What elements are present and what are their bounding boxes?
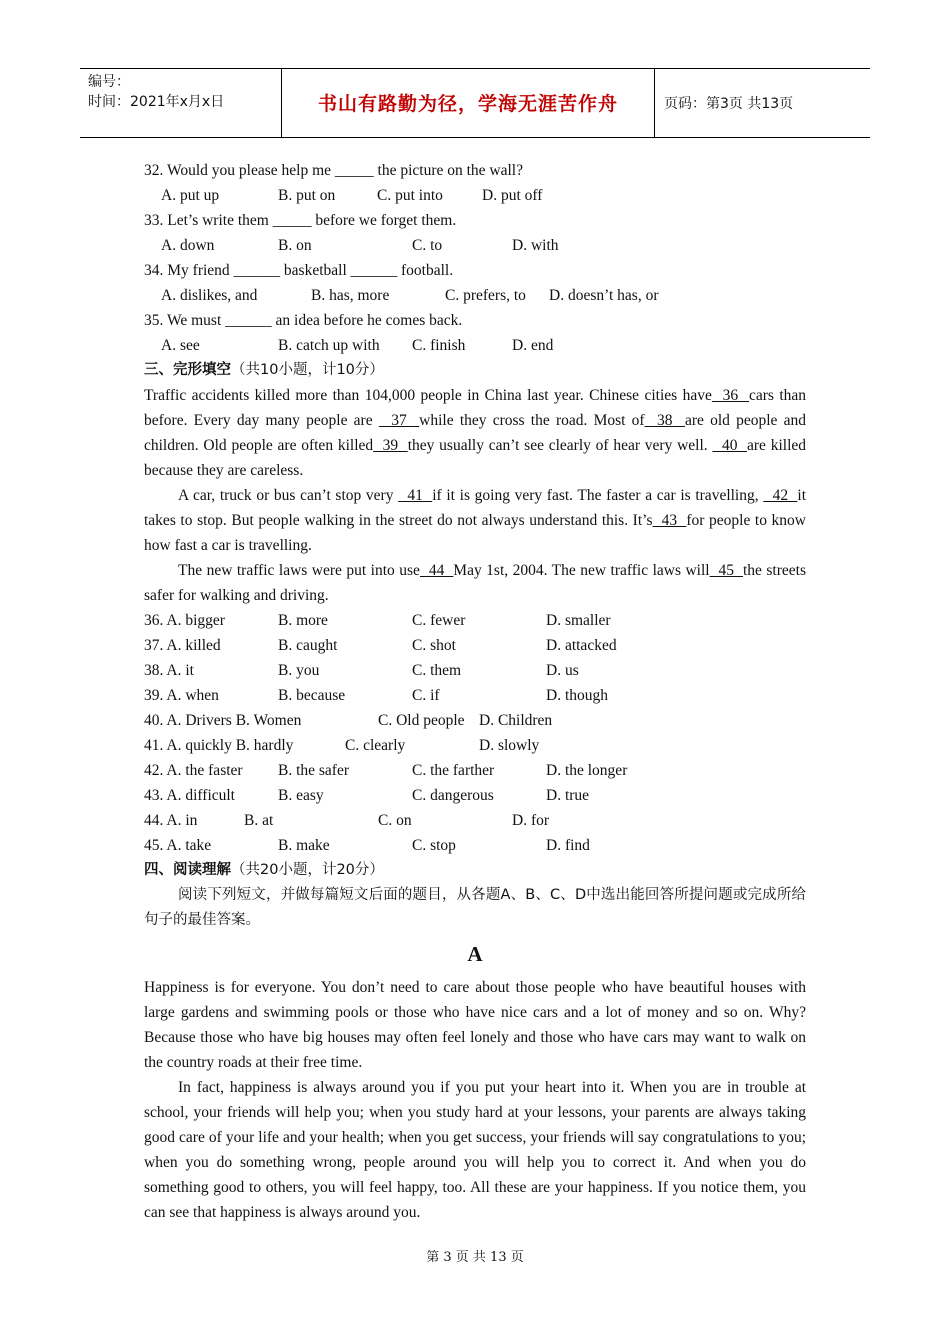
- option: B. because: [278, 687, 346, 704]
- choice-row: [144, 608, 806, 633]
- cloze-text: they usually can’t see clearly of hear very well.: [407, 437, 713, 454]
- cloze-paragraph-3: [144, 558, 806, 608]
- cloze-text: if it is going very fast. The faster a car is travelling,: [432, 487, 764, 504]
- option: A. put up: [161, 187, 220, 204]
- section-3-note: （共10小题，计10分）: [231, 362, 384, 378]
- number-label: 编号：: [88, 74, 130, 90]
- cloze-paragraph-2: [144, 483, 806, 558]
- option: D. slowly: [479, 737, 540, 754]
- option: 42. A. the faster: [144, 762, 243, 779]
- question-stem: 33. Let’s write them _____ before we forget them.: [144, 212, 457, 229]
- passage-paragraph-2: In fact, happiness is always around you if you put your heart into it. When you are in trouble at school, your friends will help you; when you study hard at your lessons, your parents are always taking good care of your life and your health; when you get success, your friends will say congratulations to you; when you do something wrong, people around you will help you to correct it. And when you do something good to others, you will feel happy, too. All these are your happiness. If you notice them, you can see that happiness is always around you.: [144, 1079, 806, 1221]
- option: B. at: [244, 812, 274, 829]
- section-4-note: （共20小题，计20分）: [231, 862, 384, 878]
- option: C. prefers, to: [445, 287, 526, 304]
- page-info: 页码：第3页 共13页: [664, 96, 794, 112]
- question-options: [144, 233, 806, 258]
- choice-row: [144, 783, 806, 808]
- header-motto: 书山有路勤为径，学海无涯苦作舟: [317, 93, 618, 115]
- option: 40. A. Drivers B. Women: [144, 712, 302, 729]
- option: D. with: [512, 237, 559, 254]
- section-3-title: [144, 358, 806, 383]
- question-stem: 34. My friend ______ basketball ______ football.: [144, 262, 454, 279]
- page-footer: 第 3 页 共 13 页: [426, 1250, 524, 1265]
- choice-row: [144, 633, 806, 658]
- cloze-blank: 40: [712, 437, 748, 454]
- choice-row: [144, 758, 806, 783]
- section-4-title: [144, 858, 806, 883]
- option: 36. A. bigger: [144, 612, 225, 629]
- option: D. the longer: [546, 762, 628, 779]
- cloze-blank: 44: [419, 562, 454, 579]
- option: 45. A. take: [144, 837, 212, 854]
- cloze-text: A car, truck or bus can’t stop very: [178, 487, 399, 504]
- cloze-text: are old people and children. Old people are often killed: [144, 412, 807, 454]
- option: B. on: [278, 237, 312, 254]
- cloze-paragraph-1: [144, 383, 806, 483]
- page-header: [80, 68, 870, 138]
- option: D. put off: [482, 187, 543, 204]
- option: 44. A. in: [144, 812, 198, 829]
- questions-group-a: [144, 158, 806, 358]
- questions-group-b: [144, 608, 806, 858]
- option: C. clearly: [345, 737, 406, 754]
- choice-row: [144, 833, 806, 858]
- cloze-blank: 38: [644, 412, 685, 429]
- option: D. us: [546, 662, 579, 679]
- cloze-blank: 41: [398, 487, 433, 504]
- option: 38. A. it: [144, 662, 194, 679]
- question-options: [144, 283, 806, 308]
- choice-row: [144, 658, 806, 683]
- cloze-blank: 43: [652, 512, 687, 529]
- cloze-text: the streets safer for walking and driving.: [144, 562, 806, 604]
- option: D. for: [512, 812, 550, 829]
- question-options: [144, 333, 806, 358]
- option: B. easy: [278, 787, 324, 804]
- cloze-text: for people to know how fast a car is travelling.: [144, 512, 806, 554]
- option: D. end: [512, 337, 554, 354]
- option: B. catch up with: [278, 337, 380, 354]
- option: D. though: [546, 687, 608, 704]
- cloze-text: Traffic accidents killed more than 104,000 people in China last year. Chinese cities have: [144, 387, 712, 404]
- cloze-blank: 42: [763, 487, 798, 504]
- cloze-blank: 36: [711, 387, 749, 404]
- cloze-text: The new traffic laws were put into use: [178, 562, 420, 579]
- option: D. find: [546, 837, 590, 854]
- section-4-instruction: 阅读下列短文，并做每篇短文后面的题目，从各题A、B、C、D中选出能回答所提问题或完成所给句子的最佳答案。: [144, 887, 806, 928]
- option: D. doesn’t has, or: [549, 287, 659, 304]
- option: D. Children: [479, 712, 553, 729]
- option: C. on: [378, 812, 412, 829]
- cloze-text: May 1st, 2004. The new traffic laws will: [453, 562, 710, 579]
- choice-row: [144, 708, 806, 733]
- cloze-text: cars than before. Every day many people are: [144, 387, 807, 429]
- option: B. more: [278, 612, 328, 629]
- cloze-blank: 39: [373, 437, 408, 454]
- question-stem: 35. We must ______ an idea before he comes back.: [144, 312, 463, 329]
- time-label: 时间：2021年x月x日: [88, 94, 225, 110]
- question-options: [144, 183, 806, 208]
- option: B. make: [278, 837, 330, 854]
- section-4-heading: 四、阅读理解: [144, 862, 231, 878]
- option: 41. A. quickly B. hardly: [144, 737, 294, 754]
- option: D. attacked: [546, 637, 617, 654]
- option: C. dangerous: [412, 787, 494, 804]
- choice-row: [144, 733, 806, 758]
- option: C. the farther: [412, 762, 495, 779]
- option: C. fewer: [412, 612, 466, 629]
- option: B. caught: [278, 637, 338, 654]
- cloze-text: are killed because they are careless.: [144, 437, 807, 479]
- option: 43. A. difficult: [144, 787, 235, 804]
- page-content: [144, 158, 806, 1225]
- option: C. stop: [412, 837, 456, 854]
- cloze-blank: 37: [378, 412, 420, 429]
- option: A. down: [161, 237, 215, 254]
- option: C. Old people: [378, 712, 465, 729]
- option: B. you: [278, 662, 320, 679]
- cloze-text: it takes to stop. But people walking in the street do not always understand this. It’s: [144, 487, 807, 529]
- option: C. if: [412, 687, 440, 704]
- choice-row: [144, 808, 806, 833]
- cloze-blank: 45: [709, 562, 743, 579]
- option: C. shot: [412, 637, 456, 654]
- option: 39. A. when: [144, 687, 219, 704]
- option: B. has, more: [311, 287, 390, 304]
- passage-heading: A: [467, 942, 483, 966]
- option: A. see: [161, 337, 200, 354]
- section-3-heading: 三、完形填空: [144, 362, 231, 378]
- option: C. put into: [377, 187, 443, 204]
- option: D. smaller: [546, 612, 611, 629]
- passage-paragraph-1: Happiness is for everyone. You don’t need to care about those people who have beautiful houses with large gardens and swimming pools or those who have nice cars and a lot of money and so on. Why? Because those who have big houses may often feel lonely and those who have cars may want to walk on the country roads at their free time.: [144, 979, 806, 1071]
- choice-row: [144, 683, 806, 708]
- option: C. to: [412, 237, 443, 254]
- option: B. the safer: [278, 762, 350, 779]
- option: A. dislikes, and: [161, 287, 258, 304]
- option: C. them: [412, 662, 462, 679]
- option: C. finish: [412, 337, 466, 354]
- header-meta: [88, 72, 280, 112]
- option: 37. A. killed: [144, 637, 221, 654]
- option: D. true: [546, 787, 590, 804]
- header-divider: [654, 69, 655, 137]
- cloze-text: while they cross the road. Most of: [419, 412, 645, 429]
- question-stem: 32. Would you please help me _____ the picture on the wall?: [144, 162, 523, 179]
- option: B. put on: [278, 187, 336, 204]
